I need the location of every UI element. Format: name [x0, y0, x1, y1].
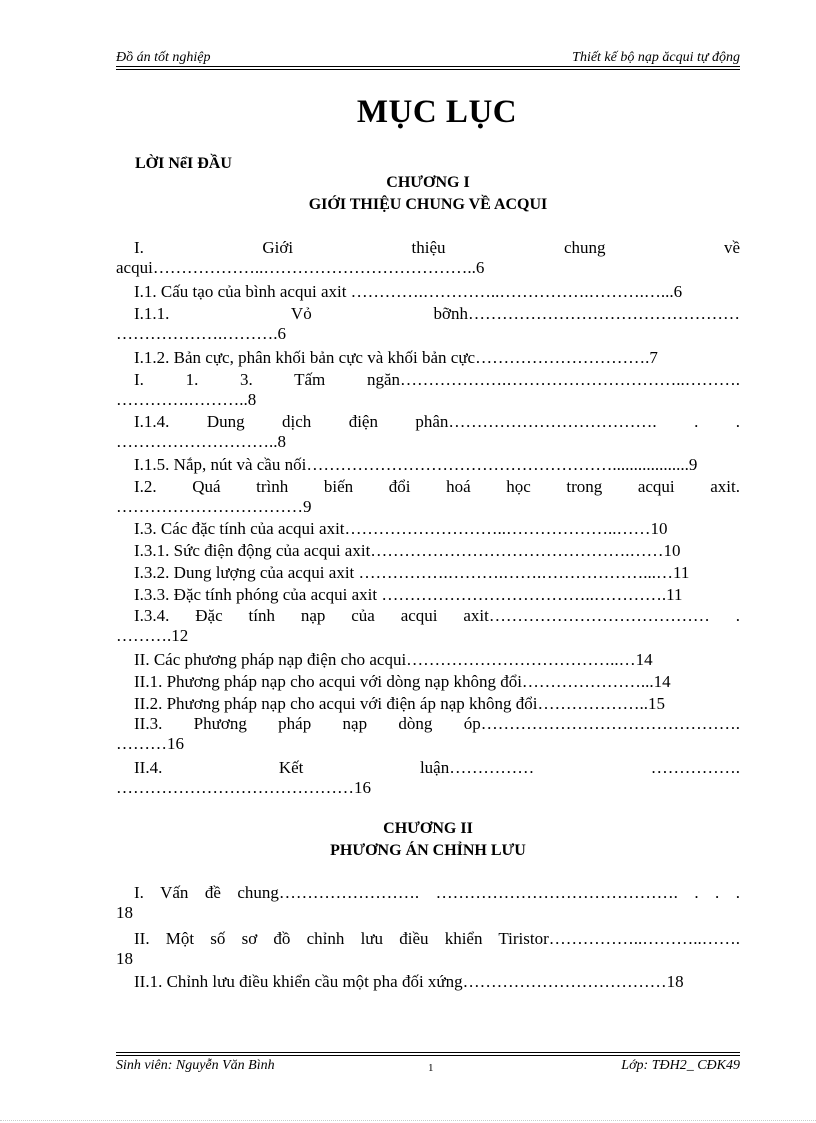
- toc-entry-line: I.1.4. Dung dịch điện phân………………………………. . .: [134, 412, 740, 431]
- toc-entry: [116, 714, 740, 754]
- toc-entry-line: I.3.4. Đặc tính nạp của acqui axit………………………………… .: [134, 606, 740, 625]
- chapter-2-label: CHƯƠNG II: [383, 820, 473, 837]
- toc-entry-line: I. 1. 3. Tấm ngăn……………….…………………………..……….: [134, 370, 740, 389]
- toc-entry: I.3.1. Sức điện động của acqui axit……………………………………….……10: [134, 541, 681, 560]
- page-edge: [0, 1120, 816, 1121]
- toc-entry: I.1. Cấu tạo của bình acqui axit ………….…………..…………….……….…...6: [134, 282, 683, 301]
- toc-entry-line: ……………………………………16: [116, 778, 371, 797]
- toc-entry: II. Các phương pháp nạp điện cho acqui………………………………..…14: [134, 650, 653, 669]
- toc-entry-line: I. Giới thiệu chung về: [134, 238, 740, 257]
- toc-entry-line: ………….………..8: [116, 390, 257, 409]
- page-title: MỤC LỤC: [356, 94, 518, 130]
- toc-entry-line: I. Vấn đề chung……………………. ……………………………………. . . .: [134, 883, 740, 902]
- page-header: [116, 48, 740, 68]
- chapter-2-name: PHƯƠNG ÁN CHỈNH LƯU: [330, 842, 526, 859]
- toc-entry: [116, 929, 740, 969]
- toc-entry-line: II. Một số sơ đồ chỉnh lưu điều khiển Tiristor……………..………..…….: [134, 929, 740, 948]
- toc-entry-line: ……………….……….6: [116, 324, 286, 343]
- toc-entry: [116, 370, 740, 410]
- header-right: Thiết kế bộ nạp ăcqui tự động: [572, 50, 740, 65]
- toc-entry-line: 18: [116, 949, 133, 968]
- toc-entry-line: ……………………………9: [116, 497, 312, 516]
- toc-entry: [116, 606, 740, 646]
- toc-entry: [116, 883, 740, 923]
- toc-entry-line: acqui………………..………………………………..6: [116, 258, 485, 277]
- toc-entry: I.1.5. Nắp, nút và cầu nối………………………………………………..................9: [134, 455, 698, 474]
- toc-entry: II.1. Chỉnh lưu điều khiển cầu một pha đối xứng………………………………18: [134, 972, 684, 991]
- footer-class: Lớp: TĐH2_ CĐK49: [621, 1058, 740, 1073]
- toc-entry: I.3. Các đặc tính của acqui axit………………………..………………..……10: [134, 519, 668, 538]
- toc-entry: I.1.2. Bản cực, phân khối bản cực và khối bản cực………………………….7: [134, 348, 658, 367]
- toc-entry-line: ………16: [116, 734, 184, 753]
- toc-entry-line: I.2. Quá trình biến đổi hoá học trong acqui axit.: [134, 477, 740, 496]
- toc-entry: [116, 304, 740, 344]
- toc-entry: [116, 238, 740, 278]
- chapter-1-label: CHƯƠNG I: [386, 174, 470, 191]
- toc-entry: II.2. Phương pháp nạp cho acqui với điện áp nạp không đổi………………..15: [134, 694, 665, 713]
- intro-heading: LỜI NểI ĐẦU: [135, 155, 232, 172]
- toc-entry: I.3.3. Đặc tính phóng của acqui axit ………………………………..………….11: [134, 585, 683, 604]
- page-footer: [116, 1058, 740, 1078]
- page-number: 1: [428, 1062, 434, 1074]
- footer-student: Sinh viên: Nguyễn Văn Bình: [116, 1058, 275, 1073]
- header-left: Đồ án tốt nghiệp: [116, 50, 211, 65]
- toc-entry: [116, 412, 740, 452]
- toc-entry-line: 18: [116, 903, 133, 922]
- footer-rule: [116, 1052, 740, 1056]
- toc-entry-line: ………………………..8: [116, 432, 286, 451]
- toc-entry-line: II.4. Kết luận…………… …………….: [134, 758, 740, 777]
- chapter-1-name: GIỚI THIỆU CHUNG VỀ ACQUI: [308, 196, 548, 213]
- toc-entry: II.1. Phương pháp nạp cho acqui với dòng nạp không đổi…………………...14: [134, 672, 671, 691]
- toc-entry-line: I.1.1. Vỏ bỡnh…………………………………………: [134, 304, 740, 323]
- toc-entry-line: II.3. Phương pháp nạp dòng óp……………………………………….: [134, 714, 740, 733]
- toc-entry: I.3.2. Dung lượng của acqui axit …………….……….…….………………...…11: [134, 563, 690, 582]
- toc-entry-line: ……….12: [116, 626, 189, 645]
- toc-entry: [116, 477, 740, 517]
- toc-entry: [116, 758, 740, 798]
- header-rule: [116, 66, 740, 70]
